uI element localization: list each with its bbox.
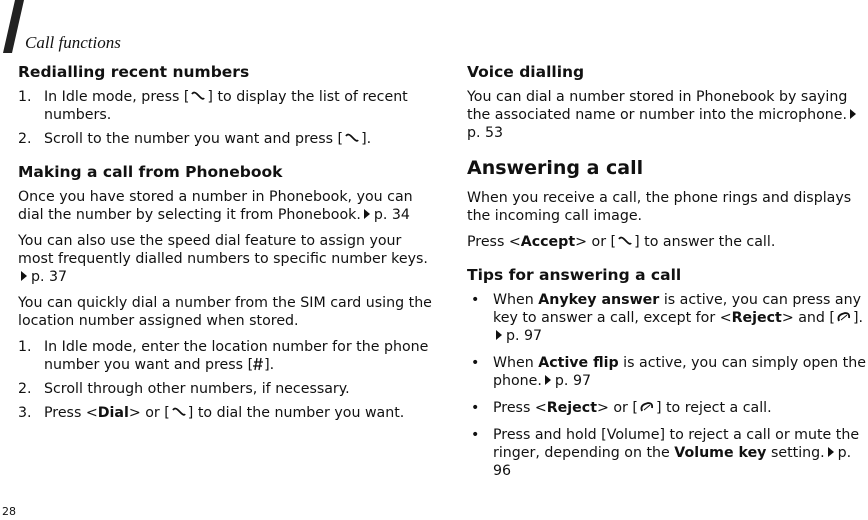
list-item [18, 380, 438, 398]
step-number: 3. [18, 405, 32, 421]
step-text: In Idle mode, enter the location number for the phone number you want and press [ [44, 339, 429, 373]
phonebook-section [18, 162, 438, 422]
send-key-icon [616, 234, 634, 248]
end-key-icon [835, 310, 853, 324]
step-text: ] to dial the number you want. [187, 405, 405, 421]
tip-text: ] to reject a call. [655, 400, 772, 416]
list-item [467, 399, 867, 417]
arrow-right-icon [850, 109, 856, 119]
step-number: 1. [18, 339, 32, 355]
tip-text: > and [ [781, 310, 835, 326]
step-number: 1. [18, 89, 32, 105]
tip-text: When [493, 355, 539, 371]
softkey-label: Reject [546, 400, 597, 416]
answer-heading: Answering a call [467, 157, 644, 179]
right-column [467, 62, 867, 494]
bullet: • [471, 427, 480, 443]
arrow-right-icon [496, 330, 502, 340]
setting-name: Volume key [674, 445, 767, 461]
redial-section [18, 62, 438, 148]
list-item [18, 130, 438, 148]
arrow-right-icon [364, 209, 370, 219]
step-text: Scroll through other numbers, if necessary. [44, 381, 350, 397]
voice-heading: Voice dialling [467, 63, 585, 81]
paragraph-text: You can also use the speed dial feature to assign your most frequently dialled numbers to specific number keys. [18, 233, 428, 267]
step-text: Press < [44, 405, 98, 421]
header-bar-graphic [3, 0, 24, 53]
arrow-right-icon [828, 447, 834, 457]
step-text: ]. [361, 131, 372, 147]
left-column [18, 62, 438, 436]
page-reference: p. 37 [31, 269, 68, 285]
header-title: Call functions [25, 33, 121, 52]
list-item [18, 338, 438, 374]
answer-section [467, 156, 867, 251]
paragraph-text: > or [ [575, 234, 617, 250]
tip-text: > or [ [596, 400, 638, 416]
redial-steps [18, 88, 438, 148]
step-number: 2. [18, 381, 32, 397]
setting-name: Anykey answer [538, 292, 660, 308]
send-key-icon [189, 89, 207, 103]
hash-key-icon [253, 357, 264, 371]
tip-text: When [493, 292, 539, 308]
paragraph-text: ] to answer the call. [634, 234, 776, 250]
phonebook-steps [18, 338, 438, 422]
step-text: ]. [264, 357, 275, 373]
list-item [467, 354, 867, 390]
paragraph [18, 232, 438, 286]
page-reference: p. 96 [493, 445, 852, 479]
softkey-label: Reject [731, 310, 782, 326]
page-number: 28 [2, 505, 16, 518]
page-reference: p. 53 [467, 125, 504, 141]
step-text: In Idle mode, press [ [44, 89, 190, 105]
tip-text: Press and hold [Volume] to reject a call or mute the ringer, depending on the [493, 427, 860, 461]
arrow-right-icon [545, 375, 551, 385]
page-reference: p. 97 [554, 373, 592, 389]
softkey-label: Dial [97, 405, 129, 421]
step-text: > or [ [128, 405, 170, 421]
list-item [467, 291, 867, 345]
setting-name: Active flip [538, 355, 619, 371]
phonebook-heading: Making a call from Phonebook [18, 163, 283, 181]
page-reference: p. 97 [506, 328, 543, 344]
paragraph: When you receive a call, the phone rings and displays the incoming call image. [467, 190, 852, 224]
tip-text: ]. [852, 310, 864, 326]
softkey-label: Accept [520, 234, 576, 250]
list-item [18, 404, 438, 422]
paragraph-text: You can dial a number stored in Phonebook by saying the associated name or number into the microphone. [467, 89, 848, 123]
step-number: 2. [18, 131, 32, 147]
page-reference: p. 34 [373, 207, 410, 223]
tip-text: is active, you can simply open the phone. [493, 355, 866, 389]
tip-text: Press < [493, 400, 547, 416]
tip-text: is active, you can press any key to answer a call, except for < [493, 292, 862, 326]
bullet: • [471, 400, 480, 416]
bullet: • [471, 292, 480, 308]
tips-heading: Tips for answering a call [467, 266, 682, 284]
step-text: ] to display the list of recent numbers. [44, 89, 408, 123]
tips-section [467, 265, 867, 480]
send-key-icon [343, 131, 361, 145]
paragraph [467, 88, 867, 142]
paragraph [18, 188, 438, 224]
paragraph-text: Once you have stored a number in Phonebook, you can dial the number by selecting it from Phonebook. [18, 189, 413, 223]
step-text: Scroll to the number you want and press [ [44, 131, 344, 147]
list-item [18, 88, 438, 124]
paragraph: You can quickly dial a number from the SIM card using the location number assigned when stored. [18, 295, 432, 329]
tips-list [467, 291, 867, 480]
end-key-icon [638, 400, 656, 414]
paragraph-text: Press < [467, 234, 521, 250]
redial-heading: Redialling recent numbers [18, 63, 250, 81]
voice-section [467, 62, 867, 142]
list-item [467, 426, 867, 480]
send-key-icon [170, 405, 188, 419]
tip-text: setting. [766, 445, 825, 461]
paragraph [467, 233, 867, 251]
arrow-right-icon [21, 271, 27, 281]
bullet: • [471, 355, 480, 371]
